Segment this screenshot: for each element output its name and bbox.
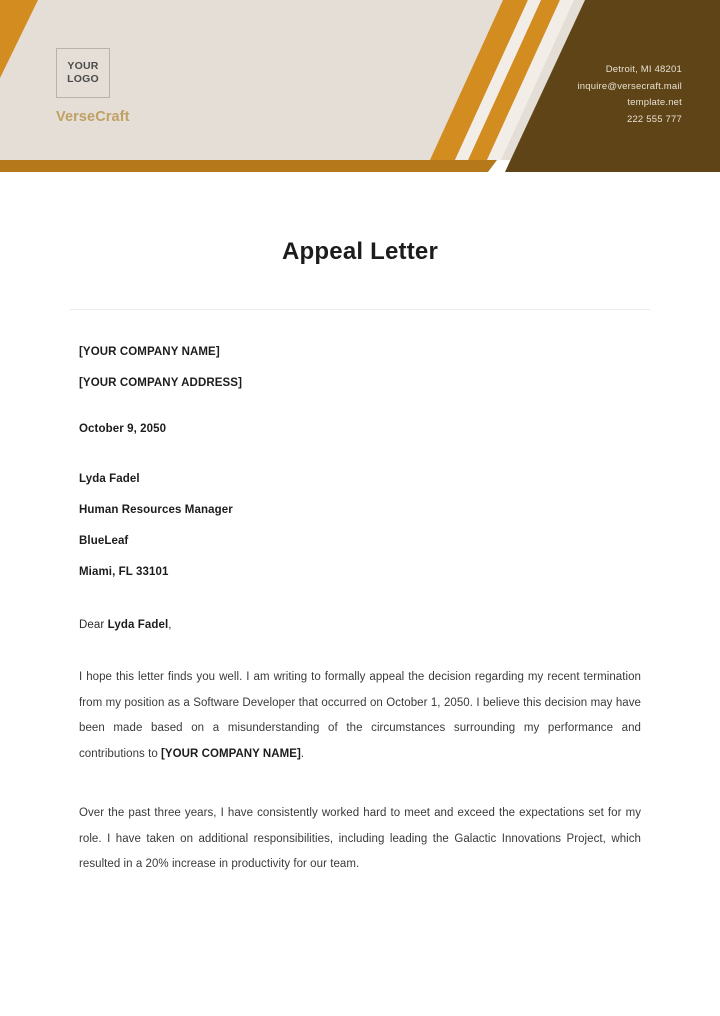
recipient-block	[79, 471, 641, 580]
letter-body	[0, 344, 720, 878]
paragraph-1-text-part-2: .	[300, 747, 305, 760]
recipient-name: Lyda Fadel	[79, 473, 140, 485]
salutation-suffix: ,	[168, 619, 172, 631]
letter-content	[0, 172, 720, 878]
contact-info-block	[577, 62, 682, 128]
logo-placeholder-box	[56, 48, 110, 98]
salutation-prefix: Dear	[79, 619, 108, 631]
contact-website: template.net	[627, 97, 682, 108]
body-paragraph-1	[79, 665, 641, 767]
recipient-job-title: Human Resources Manager	[79, 504, 233, 516]
logo-line-1: YOUR	[67, 60, 99, 72]
paragraph-1-company-placeholder: [YOUR COMPANY NAME]	[161, 747, 301, 760]
salutation-name: Lyda Fadel	[107, 619, 169, 631]
sender-company-address: [YOUR COMPANY ADDRESS]	[79, 377, 242, 389]
sender-block	[79, 344, 641, 391]
contact-address: Detroit, MI 48201	[605, 64, 682, 75]
page-title: Appeal Letter	[282, 238, 438, 265]
paragraph-1-text-part-1: I hope this letter finds you well. I am writing to formally appeal the decision regarding my recent termination from my position as a Software Developer that occurred on October 1, 2050. I believe this decision may have been made based on a misunderstanding of the circumstances surrounding my performance and contributions to	[79, 671, 641, 760]
sender-company-name: [YOUR COMPANY NAME]	[79, 346, 220, 358]
letter-date: October 9, 2050	[79, 423, 167, 435]
logo-line-2: LOGO	[67, 73, 99, 85]
recipient-company: BlueLeaf	[79, 535, 129, 547]
salutation-line	[79, 619, 641, 631]
logo-block	[56, 48, 216, 125]
title-divider	[70, 309, 650, 310]
letterhead-header	[0, 0, 720, 172]
contact-email: inquire@versecraft.mail	[577, 80, 682, 92]
body-paragraph-2: Over the past three years, I have consistently worked hard to meet and exceed the expectations set for my role. I have taken on additional responsibilities, including leading the Galactic Innovations Project, which resulted in a 20% increase in productivity for our team.	[79, 807, 641, 870]
brand-name: VerseCraft	[56, 109, 130, 125]
contact-phone: 222 555 777	[626, 113, 682, 125]
recipient-city-state-zip: Miami, FL 33101	[79, 566, 169, 578]
